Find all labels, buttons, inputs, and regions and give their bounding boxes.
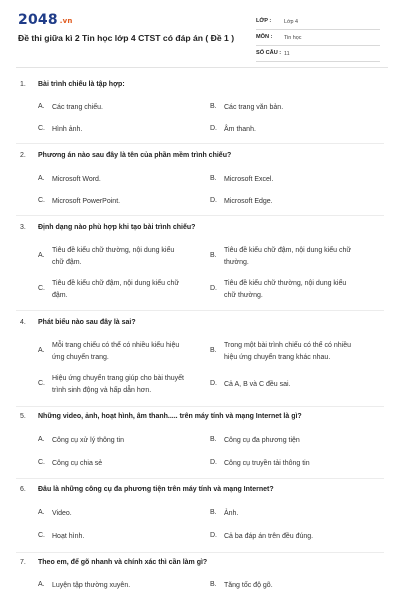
question-text: Phương án nào sau đây là tên của phần mềm trình chiếu?	[38, 152, 232, 159]
question-5	[20, 413, 380, 467]
option-text-line-1: Tiêu đề kiểu chữ đậm, nội dung kiểu chữ	[224, 247, 352, 254]
option-letter: C.	[38, 380, 45, 387]
meta-label: SỐ CÂU :	[256, 50, 282, 56]
option-text: Microsoft Excel.	[224, 176, 274, 183]
question-4	[20, 319, 380, 394]
option-c[interactable]	[38, 279, 208, 303]
option-text-line-1: Tiêu đề kiểu chữ đậm, nội dung kiểu chữ	[52, 280, 180, 287]
option-letter: D.	[210, 532, 217, 539]
option-text-line-1: Tiêu đề kiểu chữ thường, nội dung kiểu	[224, 280, 347, 287]
question-7	[20, 559, 380, 589]
exam-meta	[256, 16, 380, 64]
option-letter: A.	[38, 436, 45, 443]
option-letter: B.	[210, 581, 217, 588]
option-text: Công cụ chia sẻ	[52, 460, 103, 467]
option-letter: B.	[210, 436, 217, 443]
option-text-line-1: Hiệu ứng chuyển trang giúp cho bài thuyết	[52, 375, 184, 382]
option-text-line-2: chữ đậm.	[52, 259, 82, 266]
option-letter: B.	[210, 103, 217, 110]
question-divider	[16, 406, 384, 407]
meta-value: Tin học	[284, 34, 302, 41]
option-d[interactable]	[210, 279, 380, 303]
option-text: Công cụ xử lý thông tin	[52, 437, 125, 444]
option-text: Các trang văn bản.	[224, 104, 284, 111]
option-letter: C.	[38, 285, 45, 292]
meta-value: 11	[284, 50, 290, 57]
exam-title: Đề thi giữa kì 2 Tin học lớp 4 CTST có đáp án ( Đề 1 )	[18, 33, 235, 43]
question-text: Những video, ảnh, hoạt hình, âm thanh..... trên máy tính và mạng Internet là gì?	[38, 413, 302, 420]
option-letter: B.	[210, 509, 217, 516]
option-text: Hình ảnh.	[52, 126, 83, 133]
option-letter: D.	[210, 125, 217, 132]
option-text: Video.	[52, 510, 72, 517]
option-letter: B.	[210, 252, 217, 259]
logo-text: 2048	[18, 12, 58, 28]
question-divider	[16, 215, 384, 216]
question-text: Bài trình chiếu là tập hợp:	[38, 81, 125, 88]
option-text-line-2: chữ thường.	[224, 292, 263, 299]
meta-value: Lớp 4	[284, 18, 299, 25]
option-c[interactable]	[38, 374, 208, 398]
question-number: 6.	[20, 486, 26, 493]
meta-row-count	[256, 48, 380, 62]
option-letter: A.	[38, 175, 45, 182]
question-3	[20, 224, 380, 299]
question-text: Theo em, để gõ nhanh và chính xác thì cần làm gì?	[38, 559, 208, 566]
option-letter: A.	[38, 252, 45, 259]
option-text: Cả ba đáp án trên đều đúng.	[224, 533, 314, 540]
site-logo[interactable]	[18, 12, 73, 28]
logo-suffix: .vn	[59, 17, 73, 25]
option-text: Hoạt hình.	[52, 533, 85, 540]
option-text-line-2: đậm.	[52, 292, 68, 299]
question-number: 5.	[20, 413, 26, 420]
option-a[interactable]	[38, 246, 208, 270]
question-number: 4.	[20, 319, 26, 326]
header-divider	[16, 67, 388, 68]
option-text: Các trang chiếu.	[52, 104, 103, 111]
option-letter: B.	[210, 347, 217, 354]
option-text-line-1: Tiêu đề kiểu chữ thường, nội dung kiểu	[52, 247, 175, 254]
question-divider	[16, 143, 384, 144]
option-letter: C.	[38, 532, 45, 539]
question-6	[20, 486, 380, 540]
meta-row-class	[256, 16, 380, 30]
option-text-line-2: thường.	[224, 259, 249, 266]
option-text: Công cụ truyền tải thông tin	[224, 460, 310, 467]
option-text-line-2: hiệu ứng chuyển trang khác nhau.	[224, 354, 331, 361]
question-2	[20, 152, 380, 205]
option-text: Cả A, B và C đều sai.	[224, 381, 291, 388]
option-letter: B.	[210, 175, 217, 182]
option-letter: A.	[38, 509, 45, 516]
question-text: Định dạng nào phù hợp khi tạo bài trình chiếu?	[38, 224, 196, 231]
option-text: Microsoft Word.	[52, 176, 101, 183]
option-letter: C.	[38, 125, 45, 132]
option-letter: C.	[38, 459, 45, 466]
question-divider	[16, 478, 384, 479]
option-text: Công cụ đa phương tiện	[224, 437, 300, 444]
option-a[interactable]	[38, 341, 208, 365]
question-number: 2.	[20, 152, 26, 159]
option-letter: D.	[210, 197, 217, 204]
option-text-line-1: Mỗi trang chiếu có thể có nhiều kiểu hiệu	[52, 342, 180, 349]
option-text: Luyện tập thường xuyên.	[52, 582, 131, 589]
option-b[interactable]	[210, 341, 380, 365]
question-divider	[16, 310, 384, 311]
question-1	[20, 81, 380, 133]
option-letter: D.	[210, 285, 217, 292]
option-letter: C.	[38, 197, 45, 204]
option-letter: A.	[38, 103, 45, 110]
question-text: Đâu là những công cụ đa phương tiện trên máy tính và mạng Internet?	[38, 486, 274, 493]
option-letter: A.	[38, 347, 45, 354]
question-divider	[16, 552, 384, 553]
meta-row-subject	[256, 32, 380, 46]
option-letter: D.	[210, 459, 217, 466]
option-text: Âm thanh.	[224, 126, 256, 133]
option-text-line-1: Trong một bài trình chiếu có thể có nhiều	[224, 342, 351, 349]
question-text: Phát biểu nào sau đây là sai?	[38, 319, 136, 326]
option-text: Ảnh.	[224, 510, 239, 517]
meta-label: LỚP :	[256, 18, 272, 24]
option-text-line-2: trình sinh động và hấp dẫn hơn.	[52, 387, 152, 394]
meta-label: MÔN :	[256, 34, 273, 40]
option-letter: D.	[210, 380, 217, 387]
option-b[interactable]	[210, 246, 380, 270]
page-header	[0, 0, 400, 64]
option-text: Tăng tốc độ gõ.	[224, 582, 273, 589]
question-number: 3.	[20, 224, 26, 231]
option-text-line-2: ứng chuyển trang.	[52, 354, 109, 361]
question-number: 7.	[20, 559, 26, 566]
option-text: Microsoft PowerPoint.	[52, 198, 121, 205]
option-text: Microsoft Edge.	[224, 198, 273, 205]
option-letter: A.	[38, 581, 45, 588]
question-number: 1.	[20, 81, 26, 88]
